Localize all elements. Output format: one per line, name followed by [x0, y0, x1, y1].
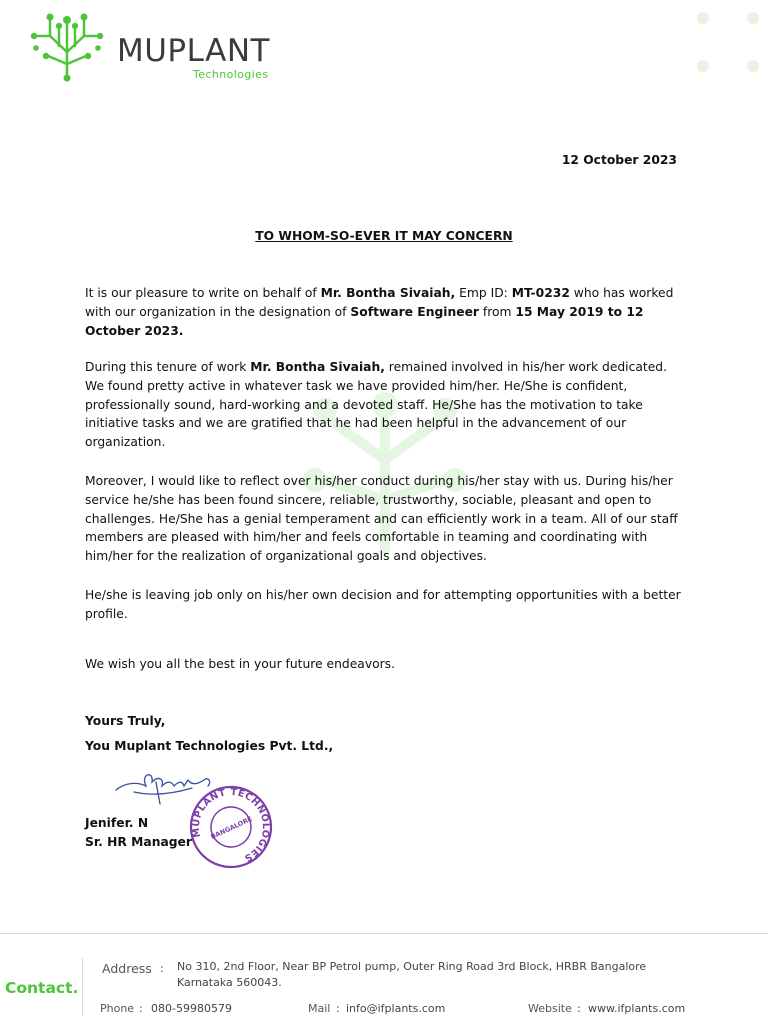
company-stamp-icon	[186, 784, 276, 870]
website-label: Website	[528, 1002, 572, 1015]
designation: Software Engineer	[350, 304, 479, 319]
website-colon: :	[577, 1002, 581, 1015]
paragraph-wishes: We wish you all the best in your future endeavors.	[85, 657, 395, 671]
closing-company: You Muplant Technologies Pvt. Ltd.,	[85, 739, 334, 753]
signer-block	[85, 814, 192, 852]
address-line-2: Karnataka 560043.	[177, 976, 282, 989]
letter-heading: TO WHOM-SO-EVER IT MAY CONCERN	[255, 229, 513, 243]
mail-colon: :	[336, 1002, 340, 1015]
footer-vertical-divider	[82, 958, 83, 1016]
brand-name: MUPLANT	[117, 33, 270, 69]
closing-salutation: Yours Truly,	[85, 714, 166, 728]
letter-date: 12 October 2023	[561, 153, 677, 167]
mail-label: Mail	[308, 1002, 331, 1015]
stamp-ring-text: MUPLANT TECHNOLOGIES	[190, 786, 272, 864]
brand-subtitle: Technologies	[193, 68, 269, 81]
address-label: Address	[102, 961, 152, 976]
website-url[interactable]: www.ifplants.com	[588, 1002, 686, 1015]
decorative-dots-icon	[690, 8, 768, 78]
signer-name: Jenifer. N	[85, 816, 149, 830]
stamp-center-text: BANGALORE	[209, 814, 254, 841]
mail-address[interactable]: info@ifplants.com	[346, 1002, 446, 1015]
signer-title: Sr. HR Manager	[85, 835, 192, 849]
paragraph-employment-details: It is our pleasure to write on behalf of Mr. Bontha Sivaiah, Emp ID: MT-0232 who has worked with our organization in the designation of Software Engineer from 15 May 2019 to 12 October 2023.	[85, 286, 674, 338]
employee-id: MT-0232	[511, 286, 570, 300]
paragraph-conduct: Moreover, I would like to reflect over his/her conduct during his/her stay with us. During his/her service he/she has been found sincere, reliable, trustworthy, sociable, pleasant and open to challenges. He/She has a genial temperament and can efficiently work in a team. All of our staff members are pleased with him/her and feels comfortable in teaming and coordinating with him/her for the realization of organizational goals and objectives.	[85, 474, 678, 564]
paragraph-leaving-reason: He/she is leaving job only on his/her own decision and for attempting opportunities with a better profile.	[85, 588, 681, 621]
paragraph-tenure: During this tenure of work Mr. Bontha Sivaiah, remained involved in his/her work dedicated. We found pretty active in whatever task we have provided him/her. He/She is confident, professionally sound, hard-working and a devoted staff. He/She has the motivation to take initiative tasks and we are gratified that he had been helpful in the advancement of our organization.	[85, 360, 667, 450]
phone-number[interactable]: 080-59980579	[151, 1002, 232, 1015]
phone-colon: :	[139, 1002, 143, 1015]
employment-period: 15 May 2019 to 12 October 2023.	[85, 304, 644, 338]
address-line-1: No 310, 2nd Floor, Near BP Petrol pump, Outer Ring Road 3rd Block, HRBR Bangalore	[177, 960, 647, 973]
employee-name: Mr. Bontha Sivaiah,	[320, 286, 456, 300]
footer-divider	[0, 933, 768, 934]
address-colon: :	[160, 962, 164, 975]
footer-contact-heading: Contact.	[5, 979, 79, 997]
employee-name: Mr. Bontha Sivaiah,	[250, 360, 385, 374]
phone-label: Phone	[100, 1002, 135, 1015]
